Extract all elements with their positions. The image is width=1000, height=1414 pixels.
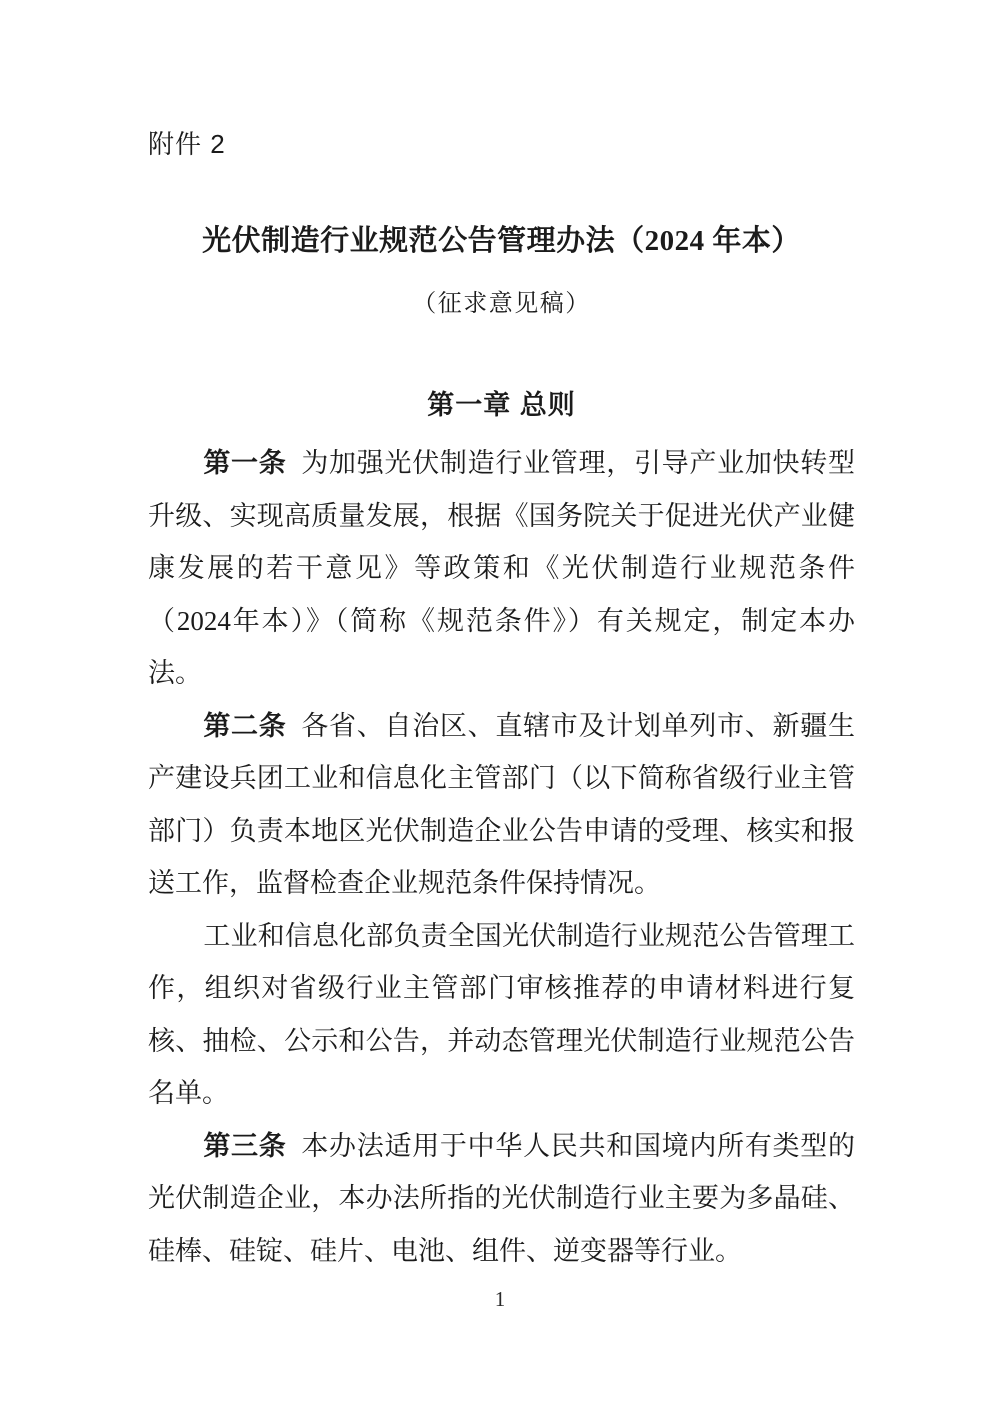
document-title: 光伏制造行业规范公告管理办法（2024 年本） — [202, 225, 801, 257]
chapter-heading: 第一章 总则 — [427, 390, 576, 420]
attachment-label: 附件 2 — [148, 129, 226, 159]
body-paragraph: 第二条 各省、自治区、直辖市及计划单列市、新疆生产建设兵团工业和信息化主管部门（以下简称省级行业主管部门）负责本地区光伏制造企业公告申请的受理、核实和报送工作，监督检查企业规范条件保持情况。 — [148, 710, 855, 898]
body-paragraph: 工业和信息化部负责全国光伏制造行业规范公告管理工作，组织对省级行业主管部门审核推荐的申请材料进行复核、抽检、公示和公告，并动态管理光伏制造行业规范公告名单。 — [148, 920, 855, 1108]
body-paragraph: 第三条 本办法适用于中华人民共和国境内所有类型的光伏制造企业，本办法所指的光伏制造行业主要为多晶硅、硅棒、硅锭、硅片、电池、组件、逆变器等行业。 — [148, 1130, 855, 1266]
document-body — [148, 437, 855, 1277]
article-number: 第三条 — [203, 1130, 287, 1161]
body-paragraph: 第一条 为加强光伏制造行业管理，引导产业加快转型升级、实现高质量发展，根据《国务院关于促进光伏产业健康发展的若干意见》等政策和《光伏制造行业规范条件（2024年本）》（简称《规范条件》）有关规定，制定本办法。 — [148, 448, 855, 688]
article-number: 第二条 — [203, 710, 287, 741]
document-subtitle: （征求意见稿） — [412, 291, 591, 317]
article-number: 第一条 — [203, 448, 287, 478]
page-number: 1 — [494, 1287, 506, 1311]
